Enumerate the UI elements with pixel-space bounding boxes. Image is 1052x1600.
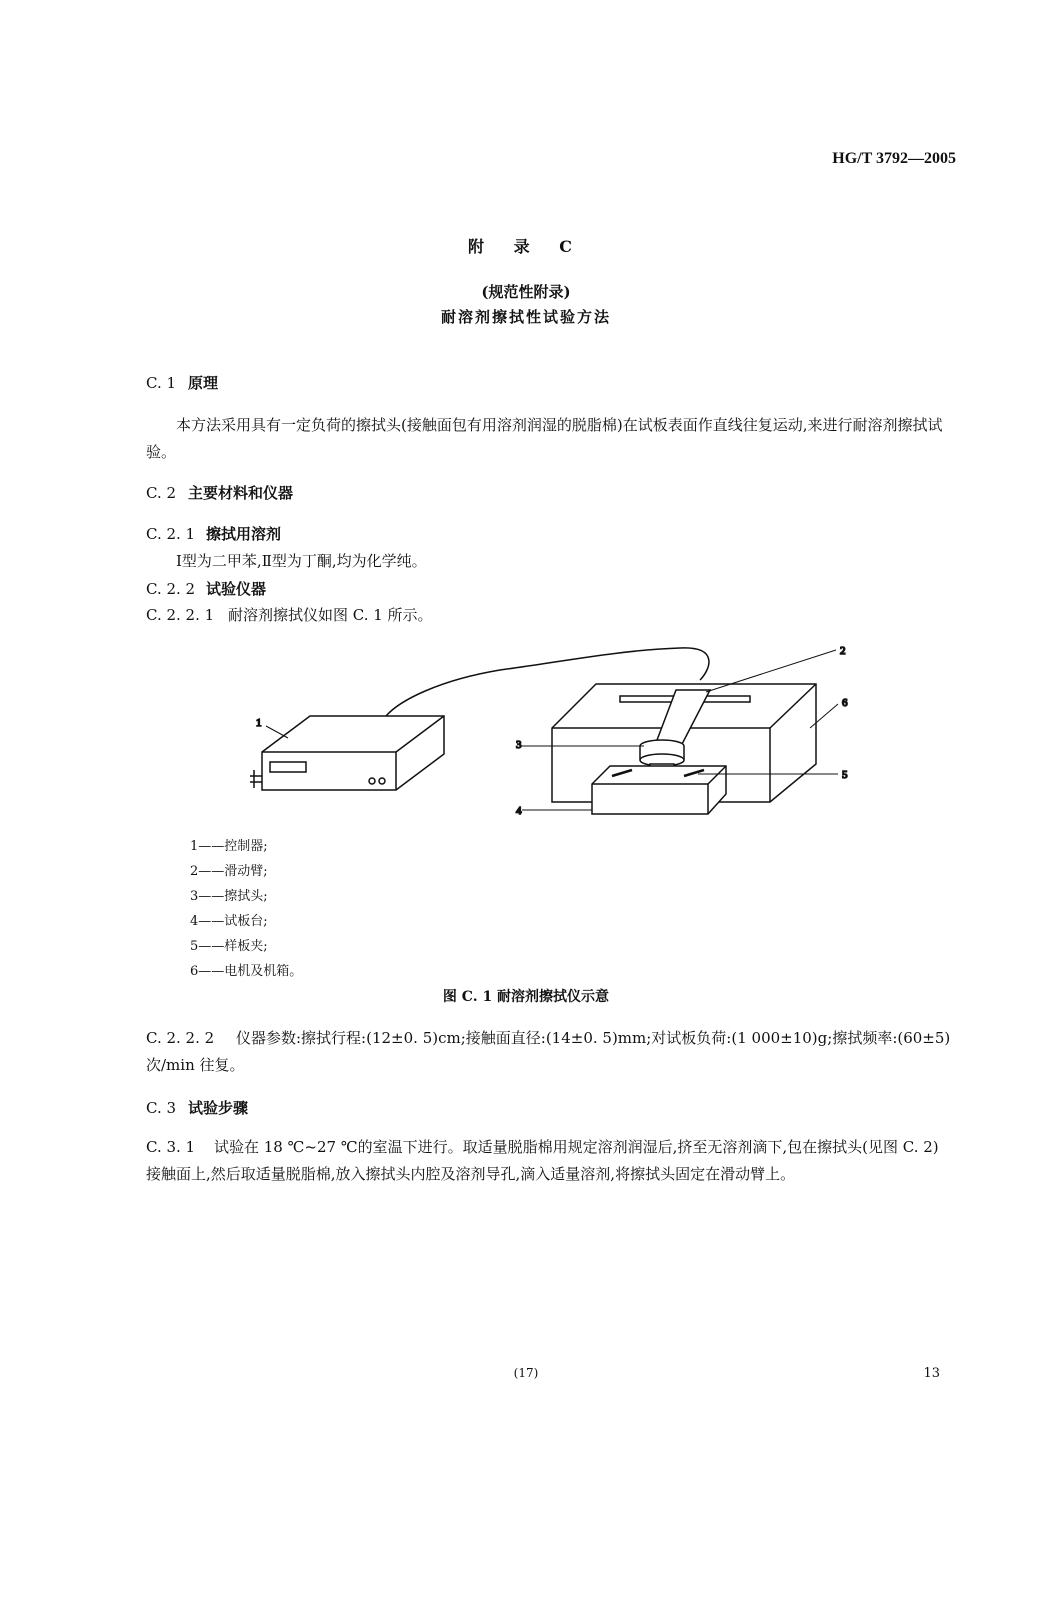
section-number: C. 2 bbox=[146, 484, 177, 502]
section-title: 原理 bbox=[188, 374, 219, 392]
figure-legend bbox=[190, 834, 302, 984]
section-number: C. 2. 2. 1 bbox=[146, 606, 215, 624]
section-title: 试验仪器 bbox=[206, 580, 267, 598]
appendix-title: 附 录 C bbox=[468, 237, 584, 256]
section-c2-heading bbox=[146, 482, 293, 503]
section-title: 主要材料和仪器 bbox=[188, 484, 294, 502]
section-c21-text: Ⅰ型为二甲苯,Ⅱ型为丁酮,均为化学纯。 bbox=[176, 552, 427, 570]
legend-item: 2——滑动臂; bbox=[190, 864, 268, 879]
callout-5: 5 bbox=[842, 769, 848, 781]
appendix-subtitle: (规范性附录) bbox=[481, 283, 571, 301]
section-number: C. 3 bbox=[146, 1099, 177, 1117]
section-text: 仪器参数:擦拭行程:(12±0. 5)cm;接触面直径:(14±0. 5)mm;对试板负荷:(1 000±10)g;擦拭频率:(60±5)次/min 往复。 bbox=[146, 1029, 951, 1074]
section-number: C. 2. 2 bbox=[146, 580, 196, 598]
legend-item: 3——擦拭头; bbox=[190, 889, 268, 904]
standard-code: HG/T 3792—2005 bbox=[832, 150, 956, 167]
section-number: C. 2. 1 bbox=[146, 525, 196, 543]
section-c1-text: 本方法采用具有一定负荷的擦拭头(接触面包有用溶剂润湿的脱脂棉)在试板表面作直线往复运动,来进行耐溶剂擦拭试验。 bbox=[146, 416, 943, 461]
section-title: 试验步骤 bbox=[188, 1099, 249, 1117]
section-c21-heading bbox=[146, 523, 281, 544]
section-c222 bbox=[146, 1025, 952, 1079]
figure-c1-diagram bbox=[240, 640, 880, 840]
controller-box bbox=[250, 716, 444, 790]
callout-6: 6 bbox=[842, 697, 848, 709]
section-c3-heading bbox=[146, 1097, 248, 1118]
callout-1: 1 bbox=[256, 717, 262, 729]
callout-2: 2 bbox=[840, 645, 846, 657]
callout-3: 3 bbox=[516, 739, 522, 751]
figure-caption: 图 C. 1 耐溶剂擦拭仪示意 bbox=[442, 989, 610, 1005]
section-c1-heading bbox=[146, 372, 218, 393]
legend-item: 4——试板台; bbox=[190, 914, 268, 929]
section-c22-heading bbox=[146, 578, 266, 599]
legend-item: 5——样板夹; bbox=[190, 939, 268, 954]
section-c31 bbox=[146, 1134, 952, 1188]
page-number: 13 bbox=[923, 1366, 940, 1381]
legend-item: 6——电机及机箱。 bbox=[190, 964, 303, 979]
section-title: 擦拭用溶剂 bbox=[206, 525, 282, 543]
section-c221 bbox=[146, 602, 433, 629]
legend-item: 1——控制器; bbox=[190, 839, 268, 854]
section-text: 试验在 18 ℃~27 ℃的室温下进行。取适量脱脂棉用规定溶剂润湿后,挤至无溶剂滴下,包在擦拭头(见图 C. 2)接触面上,然后取适量脱脂棉,放入擦拭头内腔及溶剂导孔,滴入适量溶剂,将擦拭头固定在滑动臂上。 bbox=[146, 1138, 939, 1183]
section-number: C. 3. 1 bbox=[146, 1138, 196, 1156]
appendix-name: 耐溶剂擦拭性试验方法 bbox=[440, 308, 611, 326]
callout-4: 4 bbox=[516, 805, 522, 817]
test-plate-table bbox=[592, 766, 726, 814]
section-number: C. 1 bbox=[146, 374, 177, 392]
section-number: C. 2. 2. 2 bbox=[146, 1029, 215, 1047]
section-text: 耐溶剂擦拭仪如图 C. 1 所示。 bbox=[228, 606, 433, 624]
footer-page-ref: (17) bbox=[513, 1366, 539, 1380]
